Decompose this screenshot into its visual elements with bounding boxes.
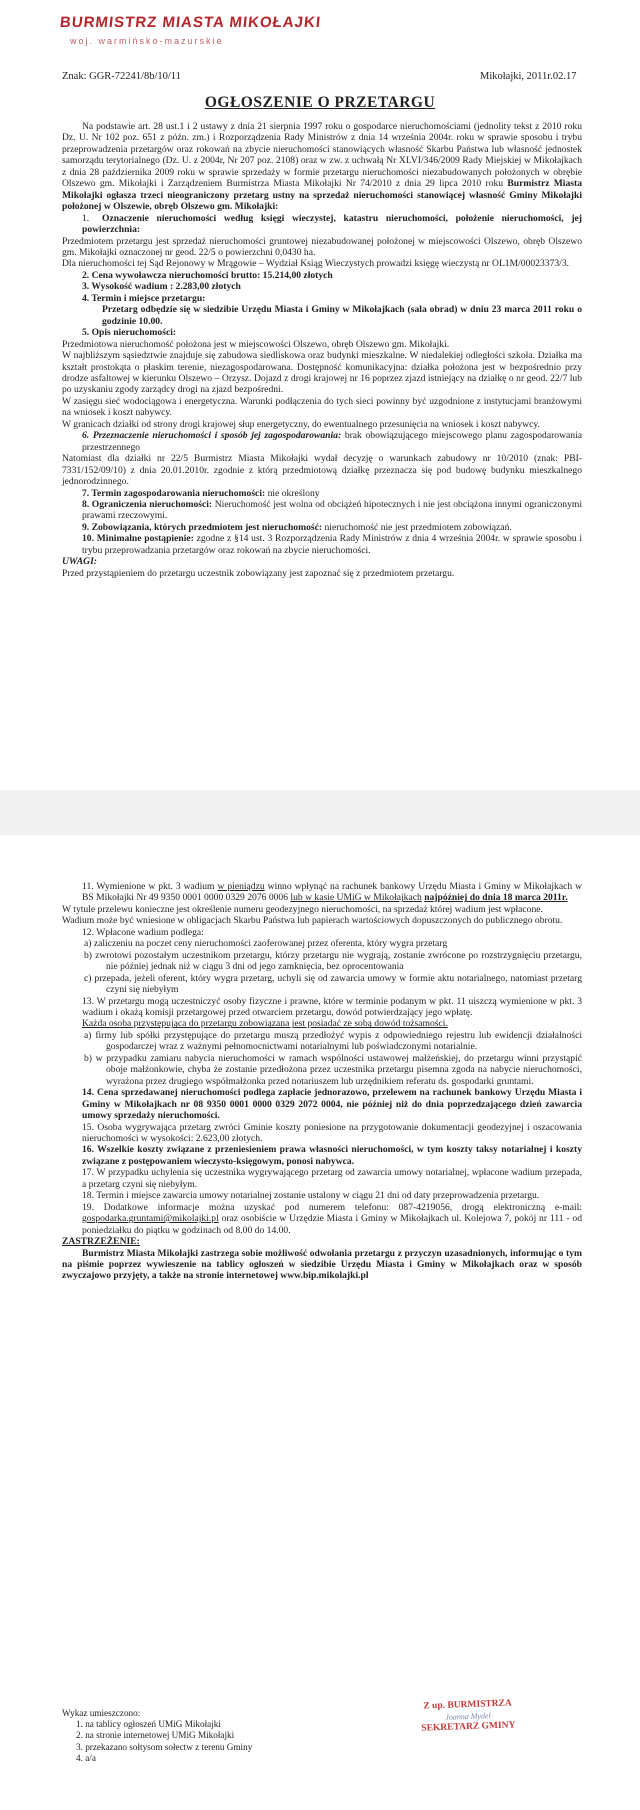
- section-5-text-2: W najbliższym sąsiedztwie znajduje się zabudowa siedliskowa oraz budynki mieszkalne. W niedalekiej odległości szkoła. Działka ma kształt prostokąta o płaskim terenie, niezagospodarowana. Dostępność komunikacyjna: działka położona jest w bezpośrednio przy drodze asfaltowej w kierunku Olszewo – Orzysz. Dojazd z drogi krajowej nr 16 poprzez zjazd istniejący na działkę o nr geod. 22/7 lub po uzyskaniu zgody zarządcy drogi na zjazd bezpośredni.: [62, 350, 582, 396]
- section-15: 15. Osoba wygrywająca przetarg zwróci Gminie koszty poniesione na przygotowanie dokumentacji geodezyjnej i oszacowania nieruchomości w wysokości: 2.623,00 złotych.: [82, 1121, 582, 1144]
- section-18: 18. Termin i miejsce zawarcia umowy notarialnej zostanie ustalony w ciągu 21 dni od daty przeprowadzenia przetargu.: [82, 1190, 540, 1202]
- section-5-text: Przedmiotowa nieruchomość położona jest w miejscowości Olszewo, obręb Olszewo gm. Mikołajki.: [62, 338, 450, 350]
- section-12-b: b) zwrotowi pozostałym uczestnikom przetargu, którzy przetargu nie wygrają, zostanie zwrócone po rozstrzygnięciu przetargu, nie później jednak niż w ciągu 3 dni od jego zamknięcia, bez oprocentowania: [84, 949, 582, 973]
- section-13-b: b) w przypadku zamiaru nabycia nieruchomości w ramach wspólności ustawowej małżeńskiej, do przetargu winni przystąpić oboje małżonkowie, chyba że zostanie przedłożona przez uczestnika przetargu pisemna zgoda na nabycie nieruchomości, wyrażona przez drugiego współmałżonka przed notariuszem lub urzędnikiem referatu ds. gospodarki gruntami.: [84, 1052, 582, 1087]
- document-date: Mikołajki, 2011r.02.17: [480, 71, 577, 82]
- notes-text: Przed przystąpieniem do przetargu uczestnik zobowiązany jest zapoznać się z przedmiotem przetargu.: [62, 567, 455, 579]
- section-1-text: Przedmiotem przetargu jest sprzedaż nieruchomości gruntowej niezabudowanej położonej w miejscowości Olszewo, obręb Olszewo gm. Mikołajki oznaczonej nr geod. 22/5 o powierzchni 0,0430 ha.: [62, 235, 582, 258]
- official-stamp: [397, 1698, 538, 1736]
- section-12-c: c) przepada, jeżeli oferent, który wygra przetarg, uchyli się od zawarcia umowy w formie aktu notarialnego, natomiast przetarg czyni się niebyłym: [84, 972, 582, 996]
- reference-number: Znak: GGR-72241/8b/10/11: [62, 71, 181, 82]
- section-13: 13. W przetargu mogą uczestniczyć osoby fizyczne i prawne, które w terminie podanym w pkt. 11 uiszczą wymienione w pkt. 3 wadium i okażą komisji przetargowej przed otwarciem przetargu, dowód potwierdzający jego wpłatę.: [82, 995, 582, 1018]
- section-5-text-4: W granicach działki od strony drogi krajowej słup energetyczny, do ewentualnego przesunięcia na wniosek i koszt nabywcy.: [62, 418, 540, 430]
- section-17: 17. W przypadku uchylenia się uczestnika wygrywającego przetarg od zawarcia umowy notarialnej, wpłacone wadium przepada, a przetarg czyni się niebyłym.: [82, 1167, 582, 1190]
- placement-list: [62, 1708, 252, 1764]
- section-11-text-2: Wadium może być wniesione w obligacjach Skarbu Państwa lub papierach wartościowych dopuszczonych do publicznego obrotu.: [62, 915, 563, 927]
- section-1: 1. Oznaczenie nieruchomości według księgi wieczystej, katastru nieruchomości, położenie nieruchomości, jej powierzchnia:: [82, 212, 582, 236]
- placement-item: 2. na stronie internetowej UMiG Mikołajki: [76, 1730, 235, 1741]
- municipal-logo: BURMISTRZ MIASTA MIKOŁAJKI: [59, 14, 322, 31]
- section-6: 6. Przeznaczenie nieruchomości i sposób jej zagospodarowania: brak obowiązującego miejscowego planu zagospodarowania przestrzennego: [82, 430, 582, 453]
- stamp-line-2: SEKRETARZ GMINY: [421, 1720, 516, 1734]
- contact-email-link[interactable]: gospodarka.gruntami@mikolajki.pl: [82, 1213, 219, 1225]
- placement-item: 4. a/a: [76, 1752, 96, 1763]
- intro-paragraph: Na podstawie art. 28 ust.1 i 2 ustawy z dnia 21 sierpnia 1997 roku o gospodarce nieruchomościami (jednolity tekst z 2010 roku Dz. U. Nr 102 poz. 651 z późn. zm.) i Rozporządzenia Rady Ministrów z dnia 14 września 2004r. roku w sprawie sposobu i trybu przeprowadzenia przetargów oraz rokowań na zbycie nieruchomości stanowiących własność Skarbu Państwa lub własność jednostek samorządu terytorialnego (Dz. U. z 2004r, Nr 207 poz. 2108) oraz w zw. z uchwałą Nr XLVI/346/2009 Rady Miejskiej w Mikołajkach z dnia 28 października 2009 roku w sprawie sprzedaży w formie przetargu nieruchomości niezabudowanych położonych w obrębie Olszewo gm. Mikołajki i Zarządzeniem Burmistrza Miasta Mikołajki Nr 74/2010 z dnia 29 lipca 2010 roku Burmistrz Miasta Mikołajki ogłasza trzeci nieograniczony przetarg ustny na sprzedaż nieruchomości stanowiącej własność Gminy Mikołajki położonej w Olszewie, obręb Olszewo gm. Mikołajki:: [62, 121, 582, 213]
- section-1-text-2: Dla nieruchomości tej Sąd Rejonowy w Mrągowie – Wydział Ksiąg Wieczystych prowadzi księgę wieczystą nr OL1M/00023373/3.: [62, 258, 570, 270]
- section-13-a: a) firmy lub spółki przystępujące do przetargu muszą przedłożyć wypis z odpowiedniego rejestru lub ewidencji działalności gospodarczej wraz z ważnymi pełnomocnictwami notarialnymi lub poświadczonymi notarialnie.: [84, 1029, 582, 1053]
- section-4: 4. Termin i miejsce przetargu:: [82, 292, 206, 304]
- section-16: 16. Wszelkie koszty związane z przeniesieniem prawa własności nieruchomości, w tym koszty taksy notarialnej i koszty związane z postępowaniem wieczysto-księgowym, ponosi nabywca.: [82, 1144, 582, 1167]
- notes-heading: UWAGI:: [62, 556, 98, 568]
- section-2: 2. Cena wywoławcza nieruchomości brutto: 15.214,00 złotych: [82, 269, 333, 281]
- placement-item: 3. przekazano sołtysom sołectw z terenu Gminy: [76, 1741, 253, 1752]
- section-11: 11. Wymienione w pkt. 3 wadium w pieniądzu winno wpłynąć na rachunek bankowy Urzędu Miasta i Gminy w Mikołajkach w BS Mikołajki Nr 49 9350 0001 0000 0329 2076 0006 lub w kasie UMiG w Mikołajkach najpóźniej do dnia 18 marca 2011r.: [82, 881, 583, 904]
- section-8: 8. Ograniczenia nieruchomości: Nieruchomość jest wolna od obciążeń hipotecznych i nie jest obciążona innymi ograniczonymi prawami rzeczowymi.: [82, 498, 583, 522]
- section-3: 3. Wysokość wadium : 2.283,00 złotych: [82, 281, 241, 293]
- logo-subtitle: woj. warmińsko-mazurskie: [70, 36, 224, 46]
- placement-item: 1. na tablicy ogłoszeń UMiG Mikołajki: [76, 1719, 221, 1730]
- document-page-2: [0, 835, 640, 1810]
- section-13-identity: Każda osoba przystępująca do przetargu zobowiązana jest posiadać ze sobą dowód tożsamości.: [82, 1018, 448, 1030]
- page-title: OGŁOSZENIE O PRZETARGU: [204, 94, 436, 111]
- document-page-1: [0, 0, 640, 790]
- section-5-text-3: W zasięgu sieć wodociągowa i energetyczna. Warunki podłączenia do tych sieci powinny być uzgodnione z instytucjami branżowymi na wniosek i koszt nabywcy.: [62, 395, 582, 419]
- section-11-text: W tytule przelewu konieczne jest określenie numeru geodezyjnego nieruchomości, na sprzedaż której wadium jest wpłacone.: [62, 903, 543, 915]
- section-6-text: Natomiast dla działki nr 22/5 Burmistrz Miasta Mikołajki wydał decyzję o warunkach zabudowy nr 10/2010 (znak: PBI-7331/152/09/10) z dnia 20.01.2010r. zgodnie z którą przedmiotową działkę przeznacza się pod budowę budynku mieszkalnego jednorodzinnego.: [62, 453, 582, 488]
- section-14: 14. Cena sprzedawanej nieruchomości podlega zapłacie jednorazowo, przelewem na rachunek bankowy Urzędu Miasta i Gminy w Mikołajkach nr 08 9350 0001 0000 0329 2072 0004, nie później niż do dnia poprzedzającego dzień zawarcia umowy sprzedaży nieruchomości.: [82, 1087, 582, 1122]
- reservation-text: Burmistrz Miasta Mikołajki zastrzega sobie możliwość odwołania przetargu z przyczyn uzasadnionych, informując o tym na piśmie poprzez wywieszenie na tablicy ogłoszeń w siedzibie Urzędu Miasta i Gminy w Mikołajkach oraz w sposób zwyczajowo przyjęty, a także na stronie internetowej www.bip.mikolajki.pl: [62, 1247, 582, 1282]
- section-5: 5. Opis nieruchomości:: [82, 327, 177, 339]
- page-separator: [0, 790, 640, 835]
- announcement-body-2: [62, 881, 582, 1282]
- section-4-text: Przetarg odbędzie się w siedzibie Urzędu Miasta i Gminy w Mikołajkach (sala obrad) w dniu 23 marca 2011 roku o godzinie 10.00.: [102, 304, 582, 327]
- section-12-a: a) zaliczeniu na poczet ceny nieruchomości zaoferowanej przez oferenta, który wygra przetarg: [84, 938, 448, 950]
- placement-heading: Wykaz umieszczono:: [62, 1708, 141, 1718]
- section-9: 9. Zobowiązania, których przedmiotem jest nieruchomość: nieruchomość nie jest przedmiotem zobowiązań.: [82, 521, 512, 533]
- section-19: 19. Dodatkowe informacje można uzyskać pod numerem telefonu: 087-4219056, drogą elektroniczną e-mail: gospodarka.gruntami@mikolajki.pl oraz osobiście w Urzędzie Miasta i Gminy w Mikołajkach ul. Kolejowa 7, pokój nr 111 - od poniedziałku do piątku w godzinach od 8.00 do 14.00.: [82, 1201, 582, 1236]
- section-12: 12. Wpłacone wadium podlega:: [82, 926, 204, 938]
- signature: Joanna Mydel: [445, 1711, 491, 1722]
- stamp-line-1: Z up. BURMISTRZA: [423, 1698, 512, 1712]
- reservation-heading: ZASTRZEŻENIE:: [62, 1236, 140, 1248]
- section-10: 10. Minimalne postąpienie: zgodne z §14 ust. 3 Rozporządzenia Rady Ministrów z dnia 4 września 2004r. w sprawie sposobu i trybu przeprowadzania przetargów oraz rokowań na zbycie nieruchomości.: [82, 533, 583, 556]
- section-7: 7. Termin zagospodarowania nieruchomości: nie określony: [82, 487, 320, 499]
- announcement-body: [62, 121, 582, 579]
